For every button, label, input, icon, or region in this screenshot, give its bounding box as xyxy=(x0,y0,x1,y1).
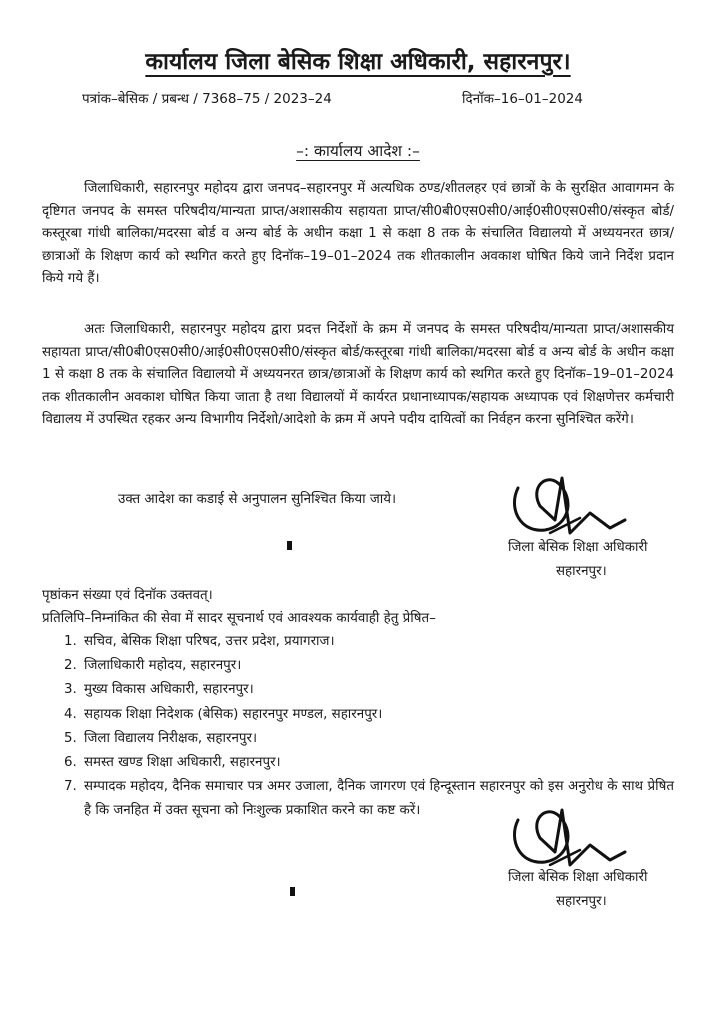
signature-block xyxy=(508,536,647,584)
list-item: 6. समस्त खण्ड शिक्षा अधिकारी, सहारनपुर। xyxy=(64,755,281,771)
list-item: 2. जिलाधिकारी महोदय, सहारनपुर। xyxy=(64,658,242,674)
scan-mark xyxy=(290,887,295,896)
list-item: 3. मुख्य विकास अधिकारी, सहारनपुर। xyxy=(64,682,254,698)
list-item: 7. सम्पादक महोदय, दैनिक समाचार पत्र अमर उजाला, दैनिक जागरण एवं हिन्दूस्तान सहारनपुर को इस अनुरोध के साथ प्रेषित है कि जनहित में उक्त सूचना को निःशुल्क प्रकाशित करने का कष्ट करें। xyxy=(64,779,674,819)
compliance-line: उक्त आदेश का कडाई से अनुपालन सुनिश्चित किया जाये। xyxy=(118,492,397,507)
reference-number: पत्रांक–बेसिक / प्रबन्ध / 7368–75 / 2023–24 xyxy=(82,91,332,107)
order-paragraph-2: अतः जिलाधिकारी, सहारनपुर महोदय द्वारा प्रदत्त निर्देशों के क्रम में जनपद के समस्त परिषदीय/मान्यता प्राप्त/अशासकीय सहायता प्राप्त/सी0बी0एस0सी0/आई0सी0एस0सी0/संस्कृत बोर्ड/कस्तूरबा गांधी बालिका/मदरसा बोर्ड व अन्य बोर्ड के अधीन कक्षा 1 से कक्षा 8 तक के संचालित विद्यालयो में अध्ययनरत छात्र/छात्राओं के शिक्षण कार्य को स्थगित करते हुए दिनॉक–19–01–2024 तक शीतकालीन अवकाश घोषित किया जाता है तथा विद्यालयों में कार्यरत प्रधानाध्यापक/सहायक अध्यापक एवं शिक्षणेत्तर कर्मचारी विद्यालय में उपस्थित रहकर अन्य विभागीय निर्देशो/आदेशो के क्रम में अपने पदीय दायित्वों का निर्वहन करना सुनिश्चित करेंगे। xyxy=(42,322,674,427)
signatory-designation: जिला बेसिक शिक्षा अधिकारी xyxy=(508,870,648,885)
signatory-place: सहारनपुर। xyxy=(556,564,607,579)
signatory-designation: जिला बेसिक शिक्षा अधिकारी xyxy=(508,540,648,555)
list-item: 4. सहायक शिक्षा निदेशक (बेसिक) सहारनपुर मण्डल, सहारनपुर। xyxy=(64,706,383,722)
office-title: कार्यालय जिला बेसिक शिक्षा अधिकारी, सहारनपुर। xyxy=(145,49,571,75)
signatory-place: सहारनपुर। xyxy=(556,894,607,909)
scan-mark xyxy=(287,541,292,550)
endorsement-line: पृष्ठांकन संख्या एवं दिनॉक उक्तवत्। xyxy=(42,588,213,603)
signature-block xyxy=(508,866,647,914)
list-item: 1. सचिव, बेसिक शिक्षा परिषद, उत्तर प्रदेश, प्रयागराज। xyxy=(64,634,335,649)
issue-date: दिनॉक–16–01–2024 xyxy=(462,91,583,107)
list-item: 5. जिला विद्यालय निरीक्षक, सहारनपुर। xyxy=(64,730,258,746)
order-paragraph-1: जिलाधिकारी, सहारनपुर महोदय द्वारा जनपद–सहारनपुर में अत्यधिक ठण्ड/शीतलहर एवं छात्रों के के सुरक्षित आवागमन के दृष्टिगत जनपद के समस्त परिषदीय/मान्यता प्राप्त/अशासकीय सहायता प्राप्त/सी0बी0एस0सी0/आई0सी0एस0सी0/संस्कृत बोर्ड/कस्तूरबा गांधी बालिका/मदरसा बोर्ड व अन्य बोर्ड के अधीन कक्षा 1 से कक्षा 8 तक के संचालित विद्यालयो में अध्ययनरत छात्र/छात्राओं के शिक्षण कार्य को स्थगित करते हुए दिनॉक–19–01–2024 तक शीतकालीन अवकाश घोषित किये जाने निर्देश प्रदान किये गये हैं। xyxy=(42,181,674,286)
order-heading: –: कार्यालय आदेश :– xyxy=(296,142,420,160)
copy-to-intro: प्रतिलिपि–निम्नांकित की सेवा में सादर सूचनार्थ एवं आवश्यक कार्यवाही हेतु प्रेषित– xyxy=(42,611,436,626)
